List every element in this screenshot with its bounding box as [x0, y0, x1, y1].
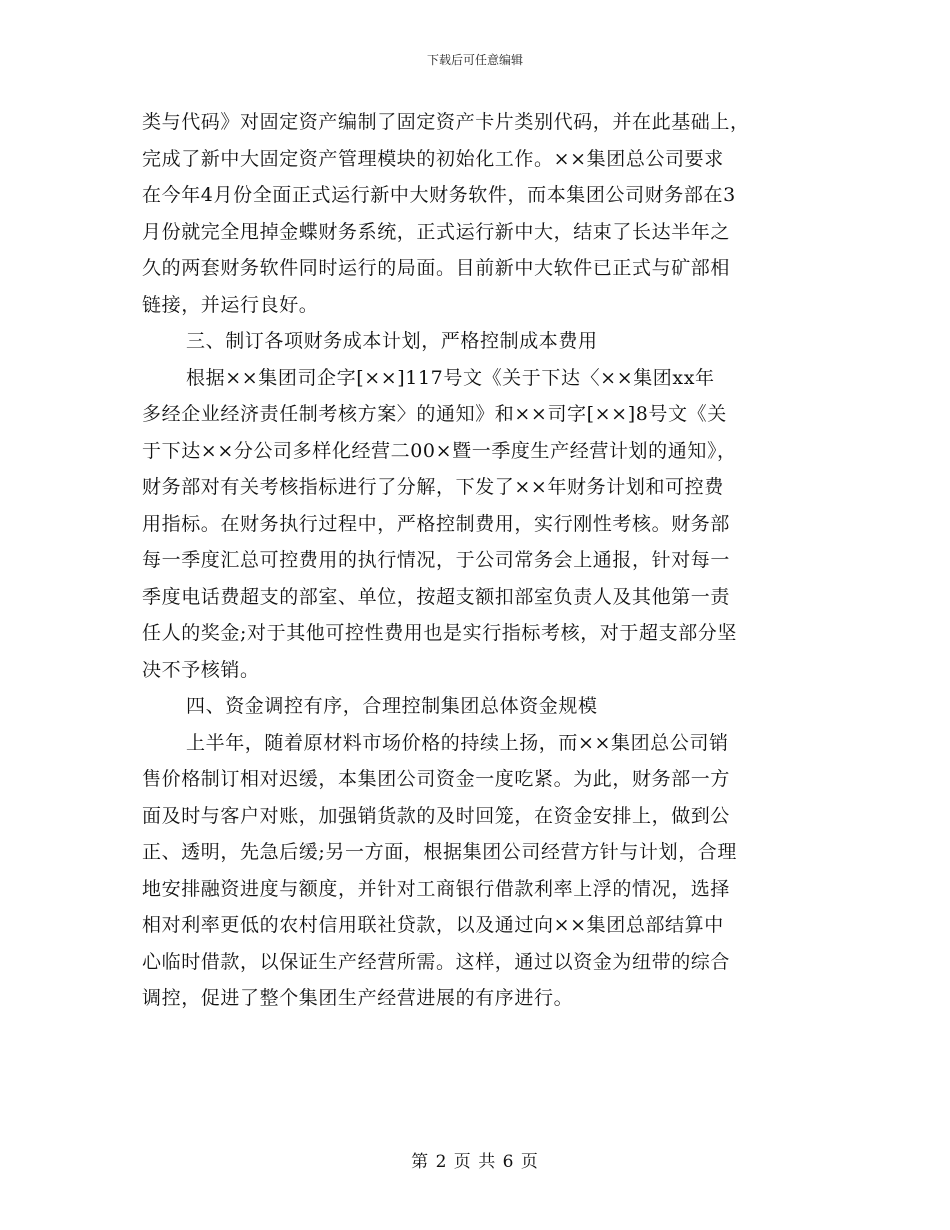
text-line: 链接，并运行良好。 [142, 293, 319, 316]
text-line: 季度电话费超支的部室、单位，按超支额扣部室负责人及其他第一责 [142, 585, 731, 608]
text-line: 于下达××分公司多样化经营二00×暨一季度生产经营计划的通知》， [142, 439, 737, 462]
text-line: 每一季度汇总可控费用的执行情况，于公司常务会上通报，针对每一 [142, 549, 731, 571]
text-line: 调控，促进了整个集团生产经营进展的有序进行。 [142, 987, 574, 1009]
text-line: 正、透明，先急后缓;另一方面，根据集团公司经营方针与计划，合理 [142, 841, 738, 863]
text-line: 三、制订各项财务成本计划，严格控制成本费用 [186, 330, 598, 352]
text-line: 多经企业经济责任制考核方案〉的通知》和××司字[××]8号文《关 [142, 403, 727, 425]
text-line: 根据××集团司企字[××]117号文《关于下达〈××集团xx年 [186, 366, 715, 389]
text-line: 上半年，随着原材料市场价格的持续上扬，而××集团总公司销 [186, 731, 729, 754]
text-line: 决不予核销。 [142, 658, 260, 681]
text-line: 售价格制订相对迟缓，本集团公司资金一度吃紧。为此，财务部一方 [142, 768, 731, 790]
document-body [142, 104, 810, 1017]
text-line: 心临时借款，以保证生产经营所需。这样，通过以资金为纽带的综合 [142, 950, 731, 973]
text-line: 在今年4月份全面正式运行新中大财务软件，而本集团公司财务部在3 [142, 184, 736, 206]
text-line: 面及时与客户对账，加强销货款的及时回笼，在资金安排上，做到公 [142, 804, 731, 827]
text-line: 类与代码》对固定资产编制了固定资产卡片类别代码，并在此基础上， [142, 111, 750, 133]
text-line: 用指标。在财务执行过程中，严格控制费用，实行刚性考核。财务部 [142, 512, 731, 535]
text-line: 财务部对有关考核指标进行了分解，下发了××年财务计划和可控费 [142, 476, 724, 498]
text-line: 四、资金调控有序，合理控制集团总体资金规模 [186, 695, 598, 717]
text-line: 地安排融资进度与额度，并针对工商银行借款利率上浮的情况，选择 [142, 877, 731, 900]
text-line: 完成了新中大固定资产管理模块的初始化工作。××集团总公司要求 [142, 147, 724, 170]
page-header: 下载后可任意编辑 [426, 53, 523, 67]
text-line: 月份就完全甩掉金蝶财务系统，正式运行新中大，结束了长达半年之 [142, 220, 731, 243]
text-line: 久的两套财务软件同时运行的局面。目前新中大软件已正式与矿部相 [142, 257, 731, 279]
text-line: 相对利率更低的农村信用联社贷款，以及通过向××集团总部结算中 [142, 914, 724, 936]
page-number-footer: 第 2 页 共 6 页 [411, 1152, 539, 1172]
text-line: 任人的奖金;对于其他可控性费用也是实行指标考核，对于超支部分坚 [142, 622, 738, 644]
